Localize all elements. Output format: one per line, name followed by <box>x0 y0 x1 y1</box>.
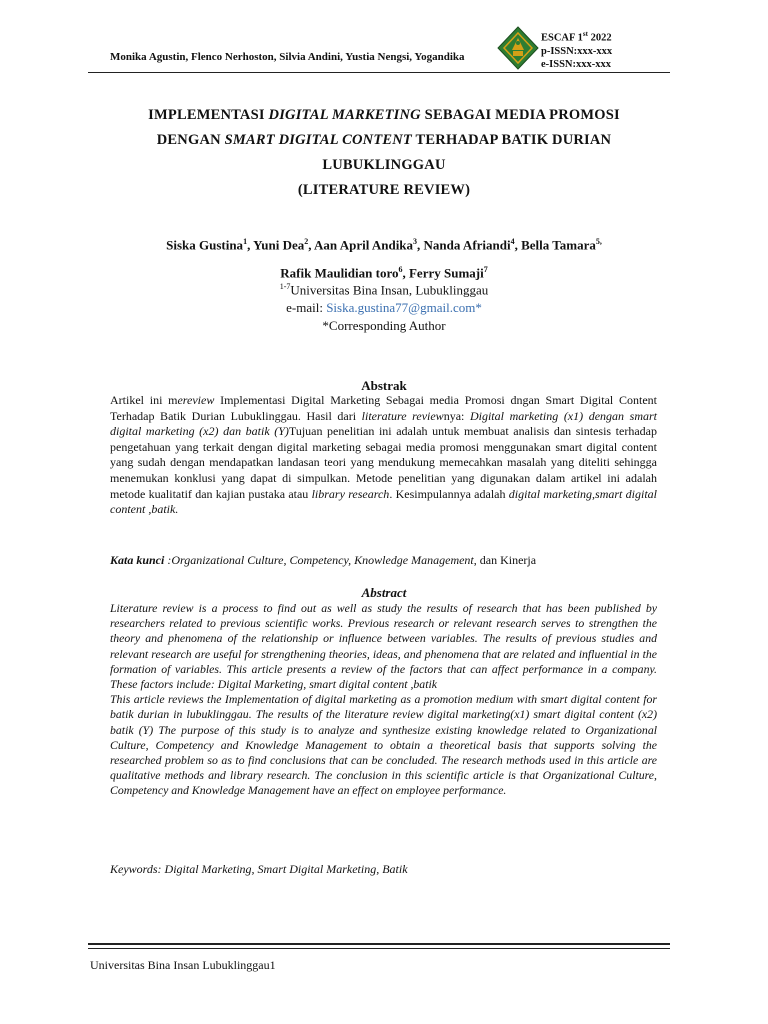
author-line-2: Rafik Maulidian toro$^6$, Ferry Sumaji$^7$ <box>280 265 488 281</box>
title-line-4: (LITERATURE REVIEW) <box>297 182 471 198</box>
abstract-body <box>110 601 657 799</box>
email-link[interactable]: Siska.gustina77@gmail.com* <box>326 300 482 316</box>
abstract-heading: Abstract <box>361 585 407 600</box>
p-issn: p-ISSN:xxx-xxx <box>541 45 613 57</box>
title-line-3: LUBUKLINGGAU <box>322 157 446 173</box>
email-line: e-mail: Siska.gustina77@gmail.com* <box>286 300 482 316</box>
journal-name: ESCAF 1st 2022 <box>541 30 612 44</box>
e-issn: e-ISSN:xxx-xxx <box>541 58 611 70</box>
journal-info <box>541 28 612 71</box>
university-seal-icon <box>497 26 539 70</box>
paper-title <box>100 103 668 203</box>
title-line-1: IMPLEMENTASI DIGITAL MARKETING SEBAGAI MEDIA PROMOSI <box>148 107 620 123</box>
abstract-paragraph-1: Literature review is a process to find out as well as study the results of research that has been published by researchers related to previous scientific works. Previous research or relevant research serves to strengthen the theory and phenomena of the relationship or influence between variables. The results of previous studies and relevant research are useful for strengthening theories, ideas, and phenomena that are related and influential in the formation of variables. This article presents a review of the factors that can affect performance in a company. These factors include: Digital Marketing, smart digital content ,batik <box>110 601 657 692</box>
abstrak-heading: Abstrak <box>361 378 407 393</box>
footer-divider-thin <box>88 948 670 949</box>
corresponding-author-note: *Corresponding Author <box>322 318 446 334</box>
affiliation: $^{1-7}$Universitas Bina Insan, Lubuklinggau <box>279 282 489 298</box>
running-header-authors: Monika Agustin, Flenco Nerhoston, Silvia Andini, Yustia Nengsi, Yogandika <box>110 51 465 63</box>
title-line-2: DENGAN SMART DIGITAL CONTENT TERHADAP BATIK DURIAN <box>156 132 612 148</box>
kata-kunci: Kata kunci :Organizational Culture, Competency, Knowledge Management, dan Kinerja <box>110 553 537 567</box>
keywords: Keywords: Digital Marketing, Smart Digital Marketing, Batik <box>110 862 408 876</box>
page-footer: Universitas Bina Insan Lubuklinggau1 <box>90 958 276 972</box>
abstrak-body: Artikel ini mereview Implementasi Digital Marketing Sebagai media Promosi dngan Smart Digital Content Terhadap Batik Durian Lubuklinggau. Hasil dari literature reviewnya: Digital marketing (x1) dengan smart digital marketing (x2) dan batik (Y)Tujuan penelitian ini adalah untuk membuat analisis dan sintesis terhadap pengetahuan yang terkait dengan digital marketing sebagai media promosi menggunakan smart digital content yang sudah dengan mendapatkan landasan teori yang mendukung memecahkan masalah yang diteliti sehingga menemukan konklusi yang dapat di simpulkan. Metode penelitian yang digunakan dalam artikel ini adalah metode kualitatif dan kajian pustaka atau library research. Kesimpulannya adalah digital marketing,smart digital content ,batik. <box>110 393 658 517</box>
abstract-paragraph-2: This article reviews the Implementation of digital marketing as a promotion medium with smart digital content for batik durian in lubuklinggau. The results of the literature review digital marketing(x1) smart digital content (x2) batik (Y) The purpose of this study is to analyze and synthesize existing knowledge related to Organizational Culture, Competency and Knowledge Management to obtain a theoretical basis that supports solving the researched problem so as to find conclusions that can be concluded. The research methods used in this article are qualitative methods and library research. The conclusion in this scientific article is that Organizational Culture, Competency and Knowledge Management have an effect on employee performance. <box>110 692 657 798</box>
header-divider <box>88 72 670 73</box>
footer-divider-thick <box>88 943 670 945</box>
author-line-1: Siska Gustina$^1$, Yuni Dea$^2$, Aan April Andika$^3$, Nanda Afriandi$^4$, Bella Tamara$^{5,}$ <box>166 237 602 253</box>
affiliation-block <box>100 278 668 335</box>
